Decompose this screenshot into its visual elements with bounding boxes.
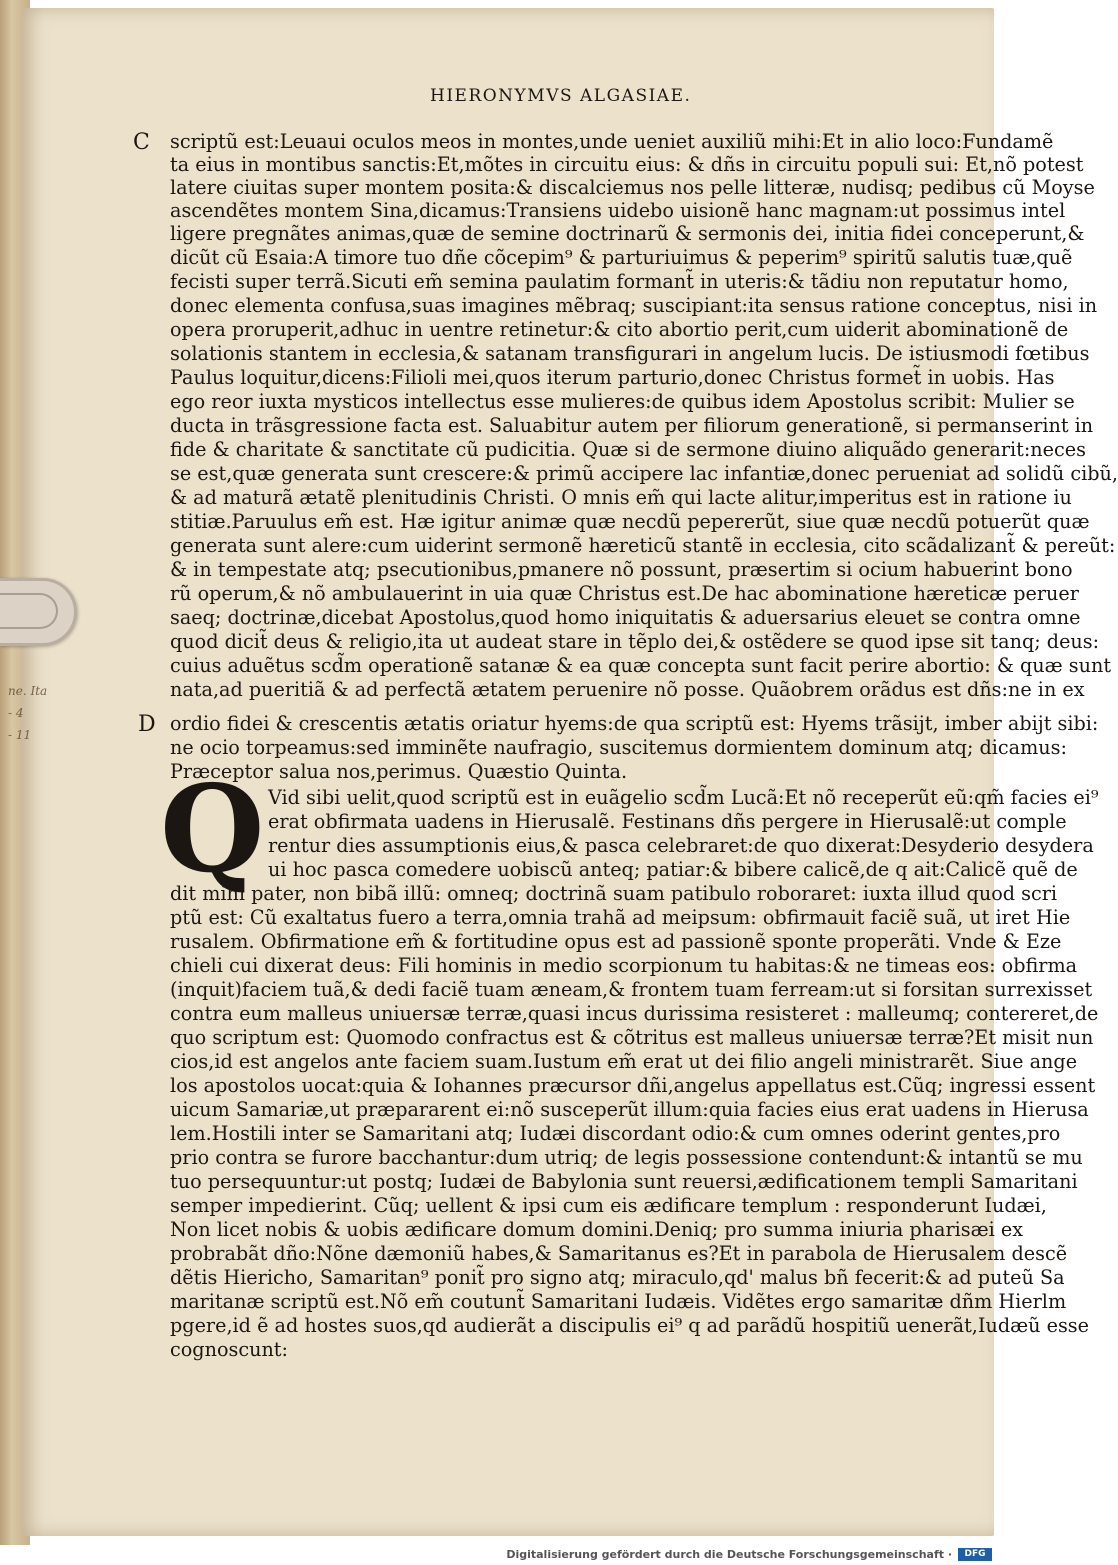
- text-line: scriptũ est:Leuaui oculos meos in montes,unde ueniet auxiliũ mihi:Et in alio loco:Fundamẽ: [170, 130, 1054, 153]
- text-line: lem.Hostili inter se Samaritani atq; Iudæi discordant odio:& cum omnes oderint gentes,pro: [170, 1122, 1061, 1145]
- text-line: & ad maturã ætatẽ plenitudinis Christi. O mnis em̃ qui lacte alitur,imperitus est in ratione iu: [170, 486, 1072, 509]
- text-line: se est,quæ generata sunt crescere:& primũ accipere lac infantiæ,donec perueniat ad solidũ cibũ,: [170, 462, 1118, 485]
- text-line: cios,id est angelos ante faciem suam.Iustum em̃ erat ut dei filio angeli ministrarẽt. Siue ange: [170, 1050, 1078, 1073]
- text-line: dicũt cũ Esaia:A timore tuo dñe cõcepim⁹ & parturiuimus & peperim⁹ spiritũ salutis tuæ,quẽ: [170, 246, 1073, 269]
- text-line: chieli cui dixerat deus: Fili hominis in medio scorpionum tu habitas:& ne timeas eos: obfirma: [170, 954, 1078, 977]
- text-line: semper impedierint. Cũq; uellent & ipsi cum eis ædificare templum : responderunt Iudæi,: [170, 1194, 1047, 1217]
- text-line: Vid sibi uelit,quod scriptũ est in euãgelio scd̃m Lucã:Et nõ receperũt eũ:qm̃ facies ei⁹: [268, 786, 1099, 809]
- text-line: ascendẽtes montem Sina,dicamus:Transiens uidebo uisionẽ hanc magnam:ut possimus intel: [170, 199, 1066, 222]
- text-line: probrabãt dño:Nõne dæmoniũ habes,& Samaritanus es?Et in parabola de Hierusalem descẽ: [170, 1242, 1068, 1265]
- text-line: ducta in trãsgressione facta est. Saluabitur autem per filiorum generationẽ, si permanserint in: [170, 414, 1094, 437]
- text-line: rentur dies assumptionis eius,& pasca celebraret:de quo dixerat:Desyderio desydera: [268, 834, 1094, 857]
- footer-credit: Digitalisierung gefördert durch die Deutsche Forschungsgemeinschaft ·: [506, 1548, 952, 1561]
- text-line: Non licet nobis & uobis ædificare domum domini.Deniq; pro summa iniuria pharisæi ex: [170, 1218, 1024, 1241]
- text-line: uicum Samariæ,ut præpararent ei:nõ susceperũt illum:quia facies eius erat uadens in Hierusa: [170, 1098, 1089, 1121]
- margin-section-letter-d: D: [138, 712, 156, 737]
- text-line: opera proruperit,adhuc in uentre retinetur:& cito abortio perit,cum uiderit abominationẽ de: [170, 318, 1069, 341]
- text-line: Præceptor salua nos,perimus. Quæstio Quinta.: [170, 760, 628, 783]
- footer-bar: [0, 1545, 1000, 1565]
- text-line: maritanæ scriptũ est.Nõ em̃ coutunt̃ Samaritani Iudæis. Vidẽtes ergo samaritæ dñm Hierlm: [170, 1290, 1067, 1313]
- text-line: rũ operum,& nõ ambulauerint in uia quæ Christus est.De hac abominatione hæreticæ peruer: [170, 582, 1079, 605]
- text-line: stitiæ.Paruulus em̃ est. Hæ igitur animæ quæ necdũ pepererũt, siue quæ necdũ potuerũt quæ: [170, 510, 1090, 533]
- text-line: ptũ est: Cũ exaltatus fuero a terra,omnia trahã ad meipsum: obfirmauit faciẽ suã, ut iret Hie: [170, 906, 1071, 929]
- text-line: saeq; doctrinæ,dicebat Apostolus,quod homo iniquitatis & aduersarius eleuet se contra omne: [170, 606, 1081, 629]
- text-line: ui hoc pasca comedere uobiscũ anteq; patiar:& bibere calicẽ,de q ait:Calicẽ quẽ de: [268, 858, 1078, 881]
- text-line: prio contra se furore bacchantur:dum utriq; de legis possessione contendunt:& intantũ se mu: [170, 1146, 1083, 1169]
- text-line: Paulus loquitur,dicens:Filioli mei,quos iterum parturio,donec Christus formet̃ in uobis. Has: [170, 366, 1055, 389]
- margin-section-letter-c: C: [133, 130, 150, 155]
- marginalia-note: - 11: [8, 728, 32, 742]
- text-line: donec elementa confusa,suas imagines mẽbraq; suscipiant:ita sensus ratione conceptus, nisi in: [170, 294, 1098, 317]
- drop-cap: Q: [160, 759, 265, 900]
- text-line: pgere,id ẽ ad hostes suos,qd audierãt a discipulis ei⁹ q ad parãdũ hospitiũ uenerãt,Iudæũ esse: [170, 1314, 1090, 1337]
- text-line: quo scriptum est: Quomodo confractus est & cõtritus est malleus uniuersæ terræ?Et misit nun: [170, 1026, 1094, 1049]
- text-line: contra eum malleus uniuersæ terræ,quasi incus durissima resisteret : malleumq; contereret,de: [170, 1002, 1099, 1025]
- page-marker-clip: [0, 578, 77, 646]
- text-line: generata sunt alere:cum uiderint sermonẽ hæreticũ stantẽ in ecclesia, cito scãdalizant̃ & pereũt:: [170, 534, 1116, 557]
- text-line: cuius aduẽtus scd̃m operationẽ satanæ & ea quæ concepta sunt facit perire abortio: & quæ sunt: [170, 654, 1112, 677]
- text-line: ego reor iuxta mysticos intellectus esse mulieres:de quibus idem Apostolus scribit: Mulier se: [170, 390, 1075, 413]
- text-line: erat obfirmata uadens in Hierusalẽ. Festinans dñs pergere in Hierusalẽ:ut comple: [268, 810, 1067, 833]
- text-line: & in tempestate atq; psecutionibus,pmanere nõ possunt, præsertim si ocium habuerint bono: [170, 558, 1073, 581]
- text-line: ligere pregnãtes animas,quæ de semine doctrinarũ & sermonis dei, initia fidei conceperunt,&: [170, 222, 1085, 245]
- text-line: (inquit)faciem tuã,& dedi faciẽ tuam æneam,& frontem tuam ferream:ut si forsitan surrexisset: [170, 978, 1093, 1001]
- dfg-logo: DFG: [958, 1548, 992, 1561]
- text-line: ne ocio torpeamus:sed imminẽte naufragio, suscitemus dormientem dominum atq; dicamus:: [170, 736, 1067, 759]
- running-head: HIERONYMVS ALGASIAE.: [430, 86, 692, 106]
- text-line: dit mihi pater, non bibã illũ: omneq; doctrinã suam patibulo roboraret: iuxta illud quod scri: [170, 882, 1058, 905]
- text-line: dẽtis Hiericho, Samaritan⁹ ponit̃ pro signo atq; miraculo,qd' malus bñ fecerit:& ad puteũ Sa: [170, 1266, 1065, 1289]
- text-line: ordio fidei & crescentis ætatis oriatur hyems:de qua scriptũ est: Hyems trãsijt, imber abijt sibi:: [170, 712, 1099, 735]
- text-line: fecisti super terrã.Sicuti em̃ semina paulatim formant̃ in uteris:& tãdiu non reputatur homo,: [170, 270, 1069, 293]
- text-line: cognoscunt:: [170, 1338, 288, 1361]
- text-line: nata,ad pueritiã & ad perfectã ætatem peruenire nõ posse. Quãobrem orãdus est dñs:ne in ex: [170, 678, 1085, 701]
- marginalia-note: - 4: [8, 706, 24, 720]
- text-line: rusalem. Obfirmatione em̃ & fortitudine opus est ad passionẽ sponte properãti. Vnde & Eze: [170, 930, 1062, 953]
- marginalia: [8, 680, 48, 746]
- text-line: ta eius in montibus sanctis:Et,mõtes in circuitu eius: & dñs in circuitu populi sui: Et,nõ potest: [170, 153, 1084, 176]
- page-marker-clip-inner: [0, 593, 58, 629]
- text-line: tuo persequuntur:ut postq; Iudæi de Babylonia sunt reuersi,ædificationem templi Samaritani: [170, 1170, 1078, 1193]
- text-line: los apostolos uocat:quia & Iohannes præcursor dñi,angelus appellatus est.Cũq; ingressi essent: [170, 1074, 1096, 1097]
- text-line: solationis stantem in ecclesia,& satanam transfigurari in angelum lucis. De istiusmodi fœtibus: [170, 342, 1090, 365]
- text-line: fide & charitate & sanctitate cũ pudicitia. Quæ si de sermone diuino aliquãdo generarit:neces: [170, 438, 1086, 461]
- text-line: quod dicit̃ deus & religio,ita ut audeat stare in tẽplo dei,& ostẽdere se quod ipse sit tanq; deus:: [170, 630, 1100, 653]
- text-line: latere ciuitas super montem posita:& discalciemus nos pelle litteræ, nudisq; pedibus cũ Moyse: [170, 176, 1095, 199]
- marginalia-note: ne. Ita: [8, 684, 48, 698]
